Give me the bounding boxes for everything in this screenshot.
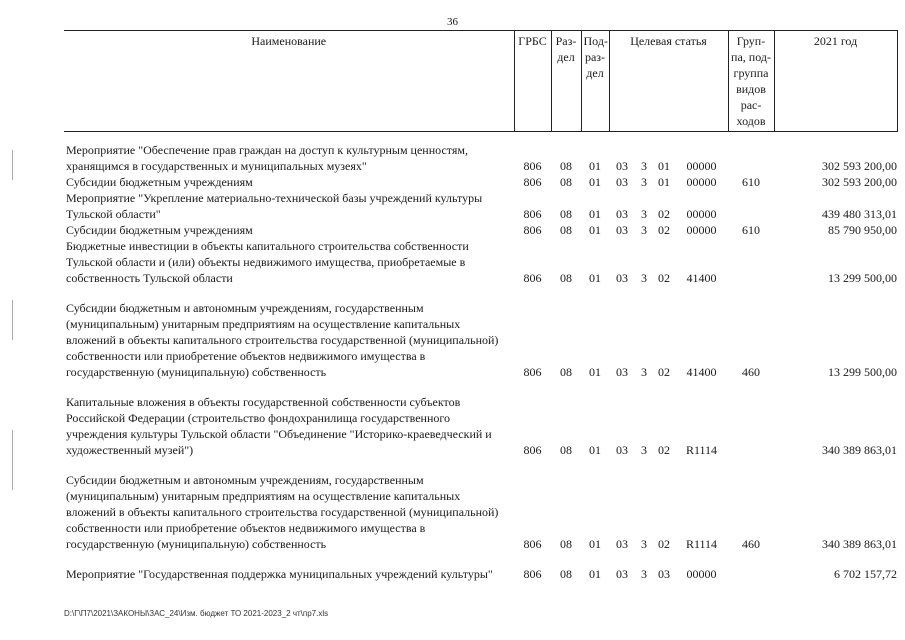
target-article-part3: 03 bbox=[658, 567, 670, 581]
table-header-row bbox=[64, 31, 897, 132]
target-article-part2: 3 bbox=[641, 271, 647, 285]
target-article-part4: 00000 bbox=[686, 567, 717, 581]
target-article-part1: 03 bbox=[616, 567, 628, 581]
target-article-part4: R1114 bbox=[685, 537, 718, 551]
header-target-article: Целевая статья bbox=[609, 31, 728, 132]
grbs-cell: 806 bbox=[523, 223, 542, 237]
margin-mark bbox=[12, 300, 13, 340]
grbs-cell: 806 bbox=[523, 271, 542, 285]
target-article-part1: 03 bbox=[616, 537, 628, 551]
target-article-part4: 00000 bbox=[686, 207, 717, 221]
target-article-part1: 03 bbox=[616, 271, 628, 285]
row-name: Субсидии бюджетным и автономным учреждениям, государственным (муниципальным) унитарным предприятиям на осуществление капитальных вложений в объекты капитального строительства государственной (муниципальной) собственности или приобретение объектов недвижимого имущества в государственную (муниципальную) собственность bbox=[66, 473, 499, 551]
podrazdel-cell: 01 bbox=[589, 159, 601, 173]
target-article-part3: 02 bbox=[658, 223, 670, 237]
target-article-part4: R1114 bbox=[685, 443, 718, 457]
podrazdel-cell: 01 bbox=[589, 443, 601, 457]
target-article-part1: 03 bbox=[616, 175, 628, 189]
table-row bbox=[64, 190, 897, 222]
budget-table-sheet bbox=[64, 30, 897, 582]
row-name: Бюджетные инвестиции в объекты капитального строительства собственности Тульской области и (или) объекты недвижимого имущества, приобретаемые в собственность Тульской области bbox=[66, 239, 469, 285]
razdel-cell: 08 bbox=[560, 271, 572, 285]
row-spacer bbox=[64, 286, 897, 300]
amount-2021-cell: 85 790 950,00 bbox=[828, 223, 898, 237]
table-row bbox=[64, 222, 897, 238]
row-name: Мероприятие "Укрепление материально-технической базы учреждений культуры Тульской области" bbox=[66, 191, 483, 221]
target-article-part4: 00000 bbox=[686, 159, 717, 173]
row-spacer bbox=[64, 380, 897, 394]
table-row bbox=[64, 472, 897, 552]
table-row bbox=[64, 394, 897, 458]
razdel-cell: 08 bbox=[560, 365, 572, 379]
row-name: Мероприятие "Государственная поддержка муниципальных учреждений культуры" bbox=[66, 567, 493, 581]
expense-group-cell bbox=[728, 238, 774, 286]
row-name: Субсидии бюджетным учреждениям bbox=[66, 223, 253, 237]
target-article-part2: 3 bbox=[641, 175, 647, 189]
header-name: Наименование bbox=[64, 31, 514, 132]
amount-2021-cell: 302 593 200,00 bbox=[822, 159, 898, 173]
amount-2021-cell: 439 480 313,01 bbox=[822, 207, 898, 221]
file-path-footer: D:\Г\П7\2021\ЗАКОНЫ\ЗАС_24\Изм. бюджет ТО 2021-2023_2 чт\пр7.xls bbox=[64, 609, 329, 618]
target-article-part4: 00000 bbox=[686, 175, 717, 189]
grbs-cell: 806 bbox=[523, 567, 542, 581]
expense-group-cell bbox=[728, 142, 774, 174]
table-row bbox=[64, 300, 897, 380]
target-article-part3: 02 bbox=[658, 537, 670, 551]
table-row bbox=[64, 238, 897, 286]
grbs-cell: 806 bbox=[523, 175, 542, 189]
table-body bbox=[64, 132, 897, 583]
podrazdel-cell: 01 bbox=[589, 223, 601, 237]
amount-2021-cell: 13 299 500,00 bbox=[828, 271, 898, 285]
row-name: Капитальные вложения в объекты государственной собственности субъектов Российской Федерации (строительство фондохранилища государственного учреждения культуры Тульской области "Объединение "Историко-краеведческий и художественный музей") bbox=[66, 395, 492, 457]
target-article-part2: 3 bbox=[641, 537, 647, 551]
row-name: Субсидии бюджетным и автономным учреждениям, государственным (муниципальным) унитарным предприятиям на осуществление капитальных вложений в объекты капитального строительства государственной (муниципальной) собственности или приобретение объектов недвижимого имущества в государственную (муниципальную) собственность bbox=[66, 301, 499, 379]
header-razdel: Раз- дел bbox=[551, 31, 581, 132]
podrazdel-cell: 01 bbox=[589, 175, 601, 189]
target-article-part3: 02 bbox=[658, 271, 670, 285]
amount-2021-cell: 6 702 157,72 bbox=[834, 567, 898, 581]
row-spacer bbox=[64, 552, 897, 566]
expense-group-cell: 460 bbox=[742, 365, 761, 379]
grbs-cell: 806 bbox=[523, 443, 542, 457]
expense-group-cell bbox=[728, 394, 774, 458]
margin-mark bbox=[12, 430, 13, 490]
grbs-cell: 806 bbox=[523, 207, 542, 221]
amount-2021-cell: 340 389 863,01 bbox=[822, 443, 898, 457]
table-row bbox=[64, 174, 897, 190]
razdel-cell: 08 bbox=[560, 223, 572, 237]
expense-group-cell bbox=[728, 566, 774, 582]
target-article-part2: 3 bbox=[641, 207, 647, 221]
budget-table bbox=[64, 30, 898, 582]
razdel-cell: 08 bbox=[560, 567, 572, 581]
header-grbs: ГРБС bbox=[514, 31, 551, 132]
razdel-cell: 08 bbox=[560, 159, 572, 173]
target-article-part1: 03 bbox=[616, 443, 628, 457]
row-name: Субсидии бюджетным учреждениям bbox=[66, 175, 253, 189]
header-year-2021: 2021 год bbox=[774, 31, 897, 132]
amount-2021-cell: 340 389 863,01 bbox=[822, 537, 898, 551]
target-article-part2: 3 bbox=[641, 223, 647, 237]
target-article-part2: 3 bbox=[641, 365, 647, 379]
target-article-part4: 41400 bbox=[686, 271, 717, 285]
margin-mark bbox=[12, 150, 13, 180]
grbs-cell: 806 bbox=[523, 365, 542, 379]
table-row bbox=[64, 566, 897, 582]
header-podrazdel: Под- раз- дел bbox=[581, 31, 609, 132]
grbs-cell: 806 bbox=[523, 537, 542, 551]
target-article-part1: 03 bbox=[616, 159, 628, 173]
podrazdel-cell: 01 bbox=[589, 207, 601, 221]
target-article-part3: 02 bbox=[658, 443, 670, 457]
podrazdel-cell: 01 bbox=[589, 537, 601, 551]
razdel-cell: 08 bbox=[560, 207, 572, 221]
expense-group-cell bbox=[728, 190, 774, 222]
razdel-cell: 08 bbox=[560, 443, 572, 457]
expense-group-cell: 610 bbox=[742, 223, 761, 237]
amount-2021-cell: 302 593 200,00 bbox=[822, 175, 898, 189]
target-article-part1: 03 bbox=[616, 223, 628, 237]
table-row bbox=[64, 142, 897, 174]
expense-group-cell: 460 bbox=[742, 537, 761, 551]
target-article-part2: 3 bbox=[641, 159, 647, 173]
target-article-part4: 41400 bbox=[686, 365, 717, 379]
target-article-part3: 01 bbox=[658, 175, 670, 189]
row-spacer bbox=[64, 458, 897, 472]
row-name: Мероприятие "Обеспечение прав граждан на доступ к культурным ценностям, хранящимся в государственных и муниципальных музеях" bbox=[66, 143, 468, 173]
grbs-cell: 806 bbox=[523, 159, 542, 173]
header-expense-group: Груп- па, под- группа видов рас- ходов bbox=[728, 31, 774, 132]
page-number: 36 bbox=[447, 16, 458, 28]
razdel-cell: 08 bbox=[560, 175, 572, 189]
target-article-part3: 01 bbox=[658, 159, 670, 173]
expense-group-cell: 610 bbox=[742, 175, 761, 189]
target-article-part2: 3 bbox=[641, 567, 647, 581]
podrazdel-cell: 01 bbox=[589, 271, 601, 285]
podrazdel-cell: 01 bbox=[589, 567, 601, 581]
target-article-part1: 03 bbox=[616, 365, 628, 379]
razdel-cell: 08 bbox=[560, 537, 572, 551]
target-article-part3: 02 bbox=[658, 365, 670, 379]
target-article-part2: 3 bbox=[641, 443, 647, 457]
amount-2021-cell: 13 299 500,00 bbox=[828, 365, 898, 379]
podrazdel-cell: 01 bbox=[589, 365, 601, 379]
target-article-part3: 02 bbox=[658, 207, 670, 221]
target-article-part4: 00000 bbox=[686, 223, 717, 237]
target-article-part1: 03 bbox=[616, 207, 628, 221]
